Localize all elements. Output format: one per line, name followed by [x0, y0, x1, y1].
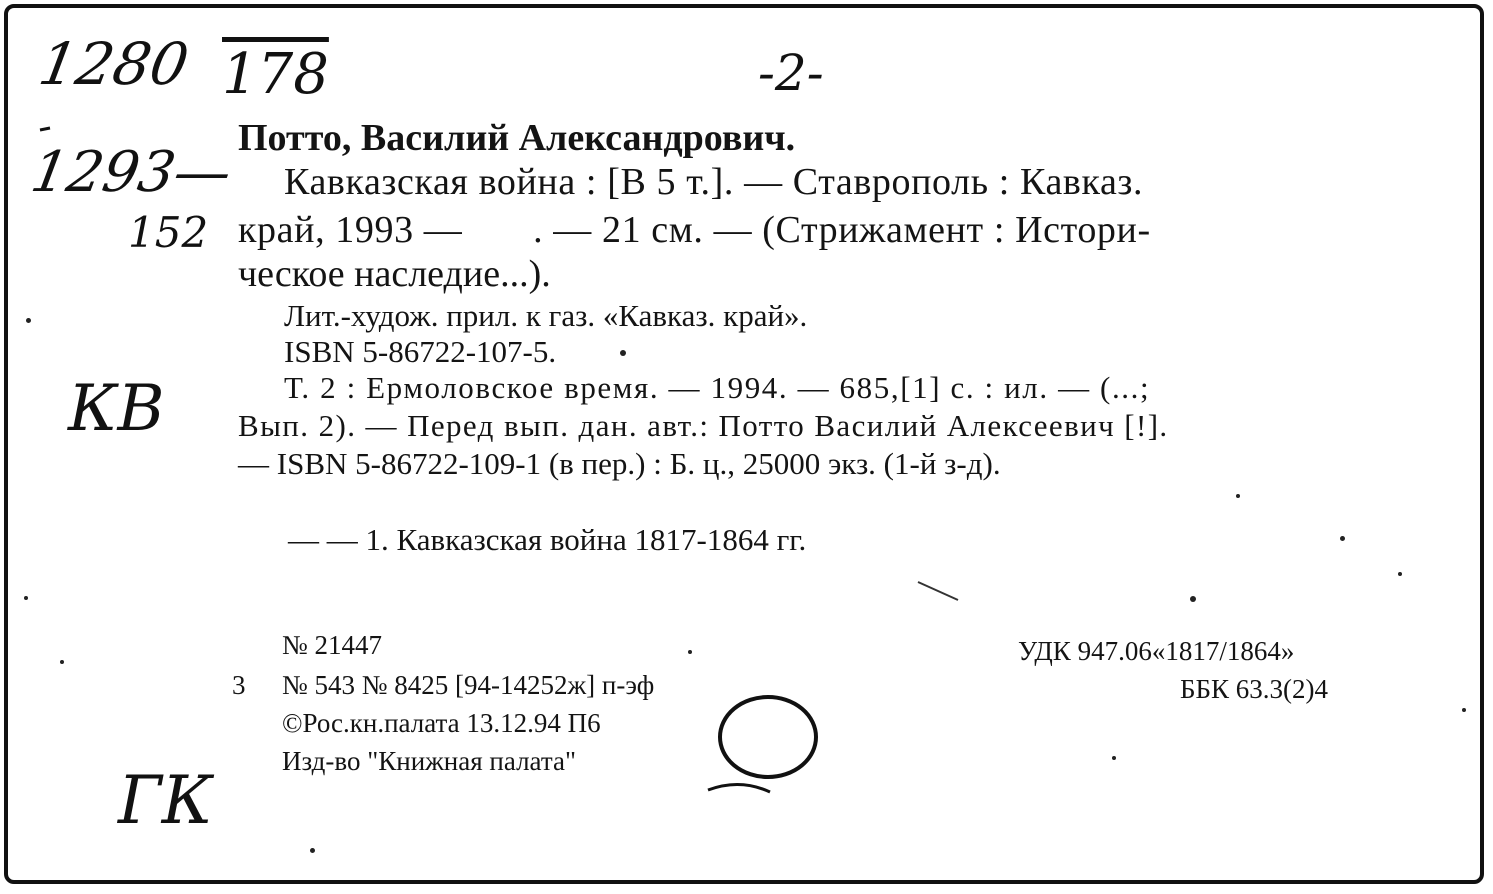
handwritten-shelf-number: 1280 [34, 30, 194, 98]
speck [1236, 494, 1240, 498]
footer-copyright: ©Рос.кн.палата 13.12.94 П6 [282, 708, 601, 738]
speck [310, 848, 315, 853]
handwritten-initials-left: КВ [68, 372, 165, 446]
speck [688, 650, 692, 654]
speck [26, 318, 31, 323]
speck [1112, 756, 1116, 760]
handwritten-shelf-fraction: 178 [222, 42, 329, 107]
footer-record-number: № 21447 [282, 630, 383, 660]
handwritten-shelf-mid: 1293— [26, 140, 237, 205]
entry-title-line-2: край, 1993 — . — 21 см. — (Стрижамент : Истори- [238, 209, 1151, 251]
hand-stroke-mid [918, 582, 958, 600]
entry-subject-heading: — — 1. Кавказская война 1817-1864 гг. [288, 522, 807, 557]
speck [1462, 708, 1466, 712]
speck [1190, 596, 1196, 602]
entry-title-line-3: ческое наследие...). [238, 253, 551, 295]
speck [1398, 572, 1402, 576]
hand-stroke-left [40, 128, 50, 130]
footer-publisher: Изд-во "Книжная палата" [282, 746, 576, 776]
footer-bbk: ББК 63.3(2)4 [1180, 674, 1328, 704]
speck [60, 660, 64, 664]
speck [620, 350, 626, 356]
entry-volume-line-1: Т. 2 : Ермоловское время. — 1994. — 685,[1] с. : ил. — (...; [284, 370, 1151, 405]
entry-author-heading: Потто, Василий Александрович. [238, 117, 796, 159]
speck [24, 596, 28, 600]
handwritten-initials-bottom: ГК [118, 762, 213, 839]
footer-udk: УДК 947.06«1817/1864» [1018, 636, 1295, 666]
entry-note: Лит.-худож. прил. к газ. «Кавказ. край». [284, 298, 808, 333]
footer-order-line: № 543 № 8425 [94-14252ж] п-эф [282, 670, 655, 700]
speck [1340, 536, 1345, 541]
hand-drawn-circle [720, 697, 816, 777]
footer-line-prefix: 3 [232, 670, 246, 700]
entry-volume-line-2: Вып. 2). — Перед вып. дан. авт.: Потто Василий Алексеевич [!]. [238, 408, 1169, 443]
hand-stroke-bottom [708, 784, 770, 792]
entry-series-isbn: ISBN 5-86722-107-5. [284, 334, 557, 369]
handwritten-shelf-sub: 152 [128, 208, 209, 257]
entry-title-line-1: Кавказская война : [В 5 т.]. — Ставрополь : Кавказ. [284, 161, 1144, 203]
entry-volume-line-3: — ISBN 5-86722-109-1 (в пер.) : Б. ц., 25000 экз. (1-й з-д). [238, 446, 1001, 481]
handwritten-page-number: -2- [758, 44, 824, 102]
